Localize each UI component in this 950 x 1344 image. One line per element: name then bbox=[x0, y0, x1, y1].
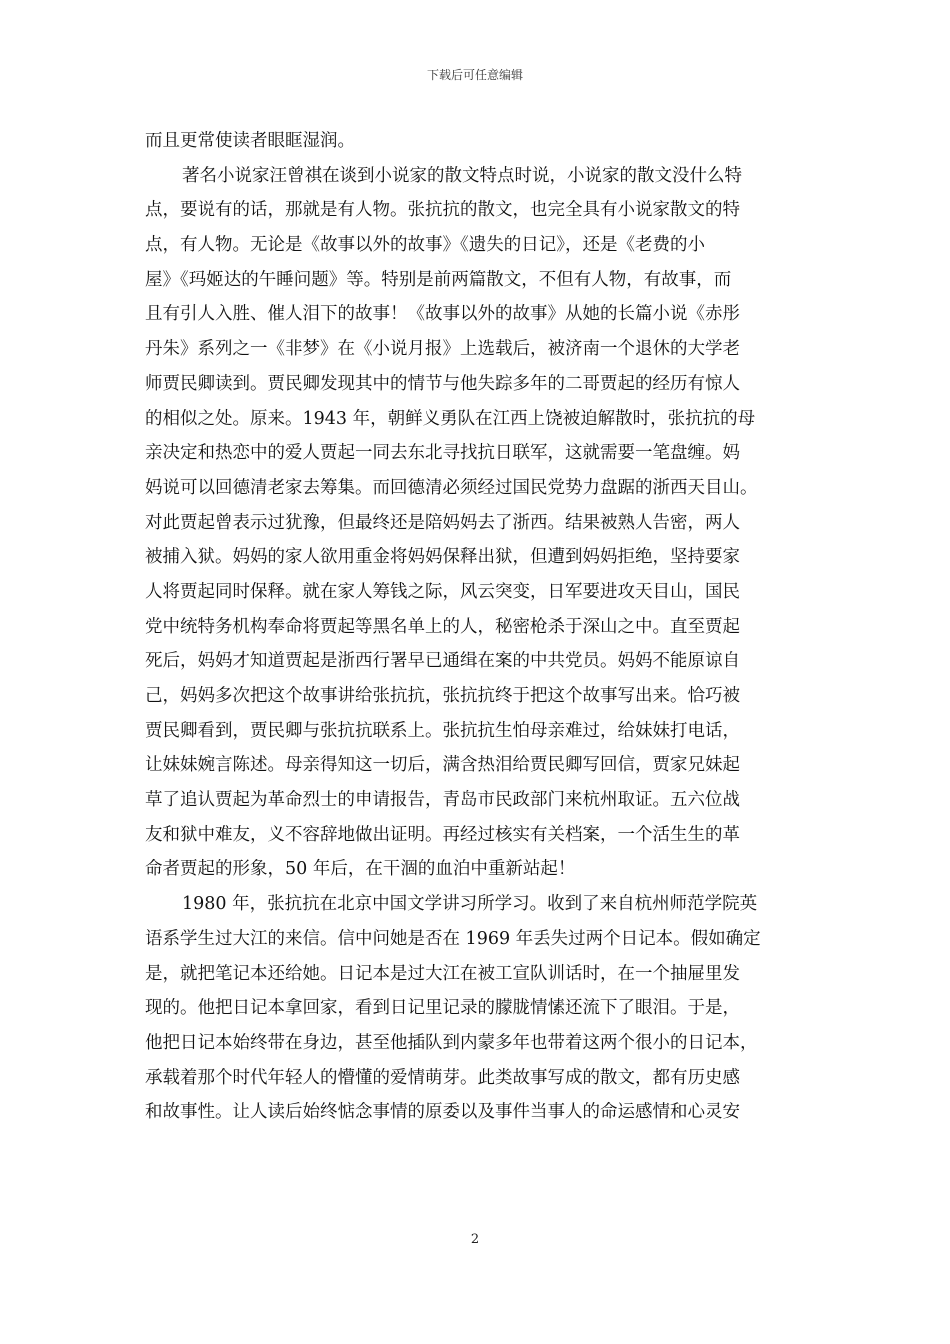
text-line: 被捕入狱。妈妈的家人欲用重金将妈妈保释出狱，但遭到妈妈拒绝，坚持要家 bbox=[145, 547, 740, 568]
text-line: 1980 年，张抗抗在北京中国文学讲习所学习。收到了来自杭州师范学院英 bbox=[182, 894, 758, 915]
text-line: 人将贾起同时保释。就在家人筹钱之际，风云突变，日军要进攻天目山，国民 bbox=[145, 581, 740, 602]
text-line: 命者贾起的形象，50 年后，在干涸的血泊中重新站起！ bbox=[145, 859, 576, 880]
text-line: 语系学生过大江的来信。信中问她是否在 1969 年丢失过两个日记本。假如确定 bbox=[145, 928, 761, 949]
page-number: 2 bbox=[470, 1232, 480, 1247]
text-line: 党中统特务机构奉命将贾起等黑名单上的人，秘密枪杀于深山之中。直至贾起 bbox=[145, 616, 740, 637]
text-line: 承载着那个时代年轻人的懵懂的爱情萌芽。此类故事写成的散文，都有历史感 bbox=[145, 1067, 740, 1088]
text-line: 点，有人物。无论是《故事以外的故事》《遗失的日记》，还是《老费的小 bbox=[145, 235, 705, 256]
text-line: 对此贾起曾表示过犹豫，但最终还是陪妈妈去了浙西。结果被熟人告密，两人 bbox=[145, 512, 740, 533]
text-line: 而且更常使读者眼眶湿润。 bbox=[145, 131, 355, 151]
text-line: 现的。他把日记本拿回家，看到日记里记录的朦胧情愫还流下了眼泪。于是， bbox=[145, 998, 740, 1019]
body-text bbox=[145, 124, 805, 1130]
text-line: 妈说可以回德清老家去筹集。而回德清必须经过国民党势力盘踞的浙西天目山。 bbox=[145, 477, 758, 498]
text-line: 己，妈妈多次把这个故事讲给张抗抗，张抗抗终于把这个故事写出来。恰巧被 bbox=[145, 686, 740, 706]
text-line: 死后，妈妈才知道贾起是浙西行署早已通缉在案的中共党员。妈妈不能原谅自 bbox=[145, 651, 740, 672]
text-line: 点，要说有的话，那就是有人物。张抗抗的散文，也完全具有小说家散文的特 bbox=[145, 200, 740, 221]
text-line: 的相似之处。原来。1943 年，朝鲜义勇队在江西上饶被迫解散时，张抗抗的母 bbox=[145, 408, 756, 429]
text-line: 师贾民卿读到。贾民卿发现其中的情节与他失踪多年的二哥贾起的经历有惊人 bbox=[145, 373, 740, 394]
text-line: 友和狱中难友，义不容辞地做出证明。再经过核实有关档案，一个活生生的革 bbox=[145, 824, 740, 845]
text-line: 著名小说家汪曾祺在谈到小说家的散文特点时说，小说家的散文没什么特 bbox=[182, 165, 742, 186]
text-line: 草了追认贾起为革命烈士的申请报告，青岛市民政部门来杭州取证。五六位战 bbox=[145, 790, 740, 811]
text-line: 亲决定和热恋中的爱人贾起一同去东北寻找抗日联军，这就需要一笔盘缠。妈 bbox=[145, 443, 740, 464]
page-header: 下载后可任意编辑 bbox=[426, 68, 523, 82]
text-line: 贾民卿看到，贾民卿与张抗抗联系上。张抗抗生怕母亲难过，给妹妹打电话， bbox=[145, 720, 740, 741]
text-line: 且有引人入胜、催人泪下的故事！《故事以外的故事》从她的长篇小说《赤彤 bbox=[145, 304, 740, 325]
text-line: 他把日记本始终带在身边，甚至他插队到内蒙多年也带着这两个很小的日记本， bbox=[145, 1032, 758, 1053]
text-line: 丹朱》系列之一《非梦》在《小说月报》上选载后，被济南一个退休的大学老 bbox=[145, 339, 740, 360]
text-line: 和故事性。让人读后始终惦念事情的原委以及事件当事人的命运感情和心灵安 bbox=[145, 1102, 740, 1123]
text-line: 是，就把笔记本还给她。日记本是过大江在被工宣队训话时，在一个抽屉里发 bbox=[145, 963, 740, 984]
text-line: 让妹妹婉言陈述。母亲得知这一切后，满含热泪给贾民卿写回信，贾家兄妹起 bbox=[145, 755, 740, 776]
text-line: 屋》《玛姬达的午睡问题》等。特别是前两篇散文，不但有人物，有故事，而 bbox=[145, 269, 732, 290]
